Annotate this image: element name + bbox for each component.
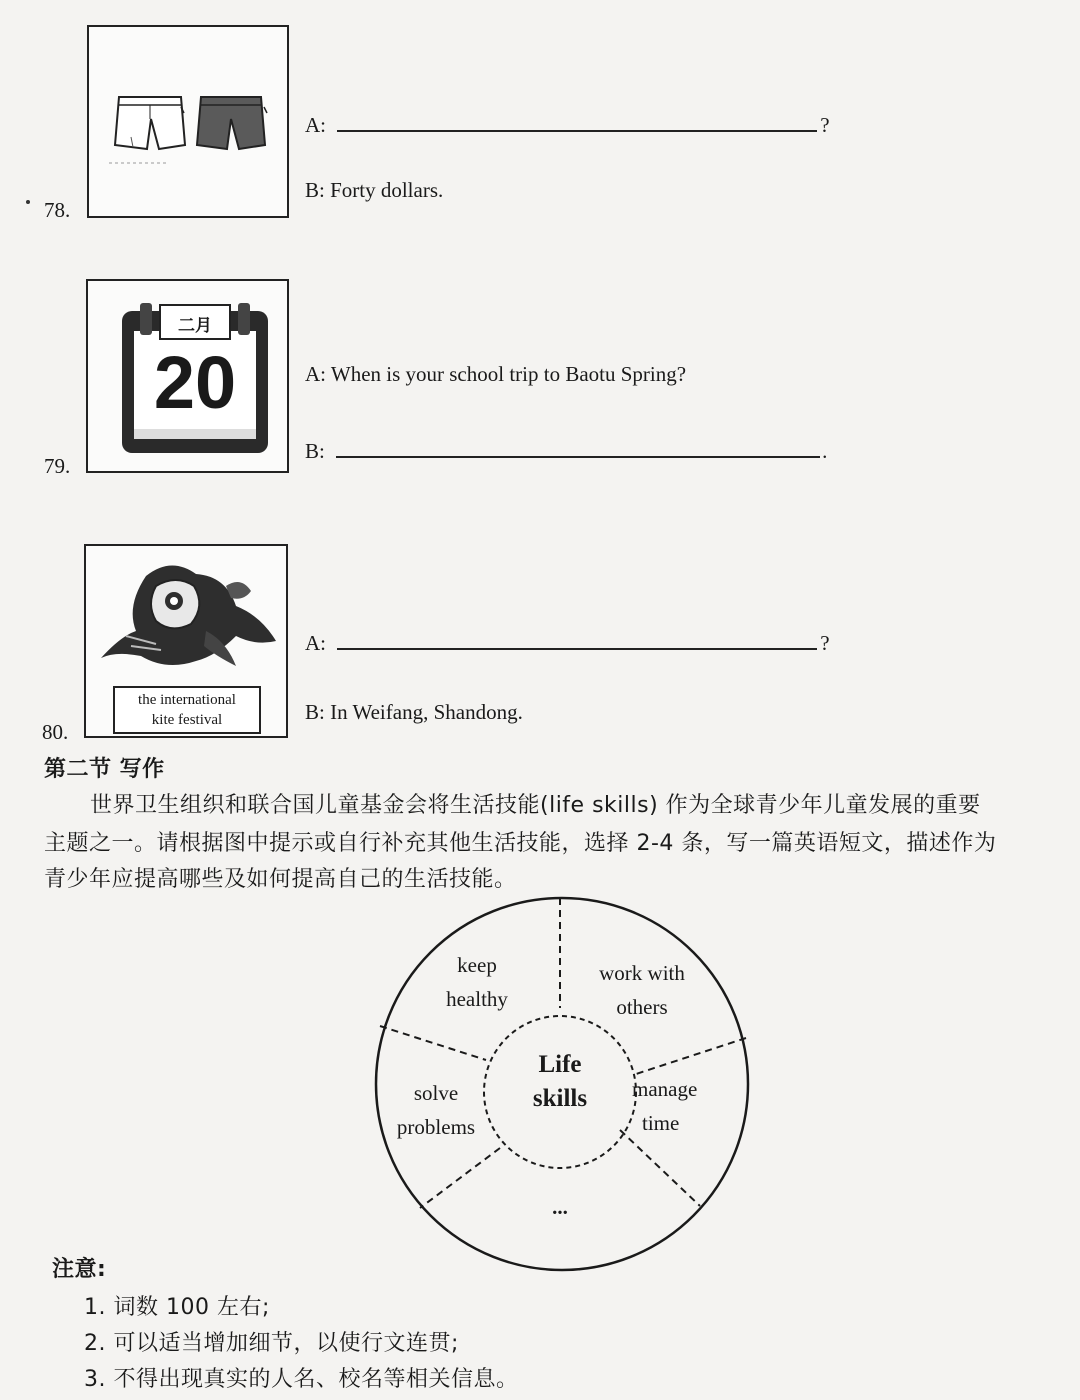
sector-line-2: time (642, 1111, 680, 1135)
question-80-line-b: B: In Weifang, Shandong. (305, 700, 523, 724)
kite-caption-line2: kite festival (151, 712, 223, 728)
calendar-day: 20 (153, 341, 237, 424)
question-mark: ? (820, 631, 830, 655)
kite-caption-box (113, 686, 261, 734)
stray-dot (26, 200, 30, 204)
center-line-2: skills (532, 1085, 588, 1112)
question-78-line-a (305, 110, 830, 138)
shorts-icon (89, 27, 287, 216)
kite-caption-line1: the international (138, 692, 236, 708)
kite-picture (84, 544, 288, 738)
sector-line-2: problems (396, 1115, 476, 1139)
question-80-line-a (305, 628, 830, 656)
sector-more (520, 1190, 600, 1224)
instruction-line-2: 主题之一。请根据图中提示或自行补充其他生活技能，选择 2-4 条，写一篇英语短文，描述作为 (44, 831, 997, 856)
question-number-78: 78. (44, 198, 71, 222)
instruction-line-1: 世界卫生组织和联合国儿童基金会将生活技能(life skills) 作为全球青少年儿童发展的重要 (90, 793, 981, 818)
speaker-b-label: B: (305, 439, 325, 463)
sector-line-1: keep (457, 953, 497, 977)
answer-blank-78[interactable] (337, 110, 817, 132)
sector-line-1: solve (413, 1081, 459, 1105)
period-mark: . (822, 439, 828, 463)
speaker-a-label: A: (305, 631, 326, 655)
sector-work-with-others (580, 956, 704, 1024)
sector-line-2: others (616, 995, 668, 1019)
notes-title: 注意: (52, 1257, 107, 1282)
calendar-month: 二月 (178, 316, 212, 336)
sector-manage-time (632, 1072, 728, 1140)
sector-keep-healthy (422, 948, 532, 1016)
note-item-2: 2. 可以适当增加细节，以使行文连贯; (84, 1331, 459, 1356)
instruction-line-3: 青少年应提高哪些及如何提高自己的生活技能。 (44, 867, 517, 892)
sector-line-1: ... (552, 1195, 568, 1219)
life-skills-diagram (370, 896, 754, 1272)
question-79-line-a: A: When is your school trip to Baotu Spring? (305, 362, 687, 386)
shorts-picture (87, 25, 289, 218)
center-label (500, 1048, 620, 1116)
question-mark: ? (820, 113, 830, 137)
sector-line-1: manage (632, 1077, 698, 1101)
sector-solve-problems (378, 1076, 494, 1144)
question-number-80: 80. (42, 720, 69, 744)
question-number-79: 79. (44, 454, 71, 478)
answer-blank-80[interactable] (337, 628, 817, 650)
center-line-1: Life (538, 1051, 582, 1078)
question-79-line-b (305, 436, 827, 464)
speaker-a-label: A: (305, 113, 326, 137)
sector-line-1: work with (599, 961, 685, 985)
question-78-line-b: B: Forty dollars. (305, 178, 444, 202)
note-item-1: 1. 词数 100 左右; (84, 1295, 270, 1320)
calendar-picture (86, 279, 289, 473)
section-heading: 第二节 写作 (44, 757, 165, 782)
note-item-3: 3. 不得出现真实的人名、校名等相关信息。 (84, 1367, 519, 1392)
answer-blank-79[interactable] (336, 436, 820, 458)
sector-line-2: healthy (446, 987, 508, 1011)
